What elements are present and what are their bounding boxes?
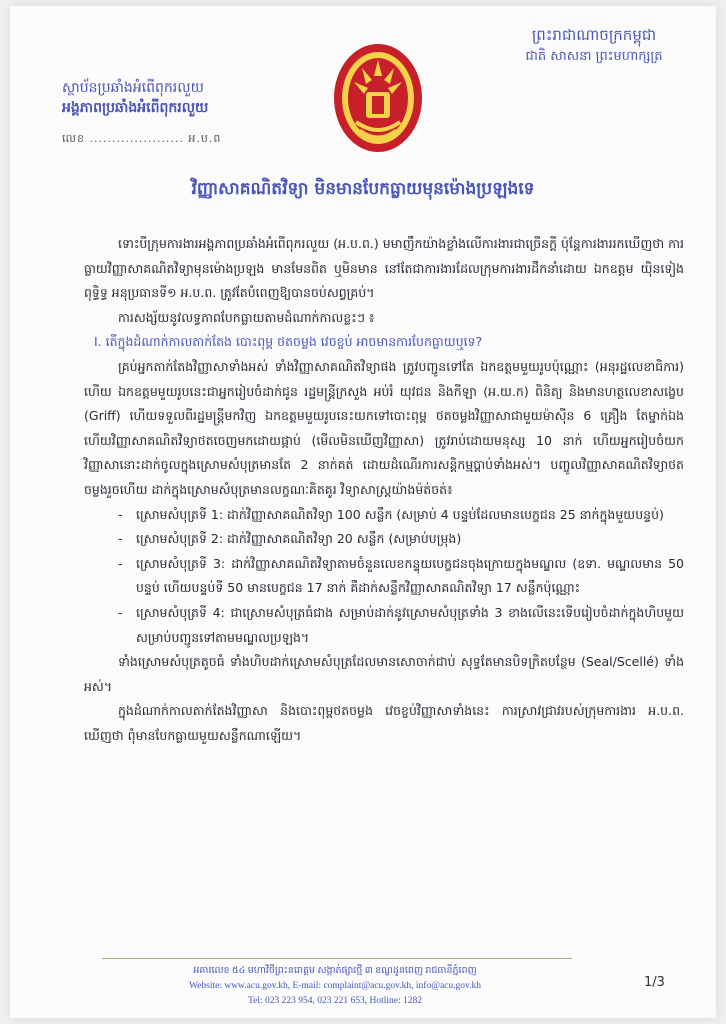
page-number: 1/3 xyxy=(644,975,665,990)
footer-web: Website: www.acu.gov.kh, E-mail: complaint@acu.gov.kh, info@acu.gov.kh xyxy=(188,981,482,991)
footer-divider xyxy=(102,958,572,959)
document-body xyxy=(84,232,684,748)
footer-tel: Tel: 023 223 954, 023 221 653, Hotline: 1282 xyxy=(247,996,423,1006)
list-item: - ស្រោមសំបុត្រទី 4: ជាស្រោមសំបុត្រធំជាង សម្រាប់ដាក់នូវស្រោមសំបុត្រទាំង 3 ខាងលើនេះទើបរៀបចំដាក់ក្នុងហិបមួយ សម្រាប់បញ្ជូនទៅតាមមណ្ឌលប្រឡង។ xyxy=(118,601,684,650)
list-item: - ស្រោមសំបុត្រទី 3: ដាក់វិញ្ញាសាគណិតវិទ្យាតាមចំនួនលេខកន្ទុយបេក្ខជនចុងក្រោយក្នុងមណ្ឌល (ឧទា. មណ្ឌលមាន 50 បន្ទប់ ហើយបន្ទប់ទី 50 មានបេក្ខជន 17 នាក់ គឺដាក់សន្លឹកវិញ្ញាសាគណិតវិទ្យា 17 សន្លឹកប៉ុណ្ណោះ xyxy=(118,552,684,601)
footer xyxy=(100,964,570,1009)
motto-line: ជាតិ សាសនា ព្រះមហាក្សត្រ xyxy=(525,49,663,64)
paragraph-1: ទោះបីក្រុមការងារអង្គភាពប្រឆាំងអំពើពុករលួយ (អ.ប.ព.) មមាញឹកយ៉ាងខ្លាំងលើការងារជាច្រើនក្ដី ប៉ុន្តែការងាររកឃើញថា ការធ្លាយវិញ្ញាសាគណិតវិទ្យាមុនម៉ោងប្រឡង មានមែនពិត ឬមិនមាន នៅតែជាការងារដែលក្រុមការងារដឹកនាំដោយ ឯកឧត្តម យ៉ិនទៀង ពុទ្ធិទ្ធ អនុប្រធានទី១ អ.ប.ព. ត្រូវតែបំពេញឱ្យបានចប់សព្វគ្រប់។ xyxy=(84,236,685,301)
list-item: - ស្រោមសំបុត្រទី 2: ដាក់វិញ្ញាសាគណិតវិទ្យា 20 សន្លឹក (សម្រាប់បម្រុង) xyxy=(118,527,684,552)
footer-address: អគារលេខ ៥៤ មហាវិថីព្រះនរោត្តម សង្កាត់ផ្សារថ្មី ៣ ខណ្ឌដូនពេញ រាជធានីភ្នំពេញ xyxy=(193,966,477,976)
document-title: វិញ្ញាសាគណិតវិទ្យា មិនមានបែកធ្លាយមុនម៉ោងប្រឡងទេ xyxy=(191,179,535,199)
header-right-kingdom xyxy=(494,24,694,68)
envelope-list xyxy=(84,503,684,651)
institution-line-1: ស្ថាប័នប្រឆាំងអំពើពុករលួយ xyxy=(62,80,204,96)
header-left-institution xyxy=(62,78,272,148)
institution-line-2: អង្គភាពប្រឆាំងអំពើពុករលួយ xyxy=(62,100,209,116)
kingdom-line: ព្រះរាជាណាចក្រកម្ពុជា xyxy=(531,26,657,44)
paragraph-2: ការសង្ស័យនូវលទ្ធភាពបែកធ្លាយតាមដំណាក់កាលខ្លះៗ ៖ xyxy=(118,309,375,325)
reference-number: លេខ ..................... អ.ប.ព xyxy=(62,132,222,145)
paragraph-4: ទាំងស្រោមសំបុត្រតូចធំ ទាំងហិបដាក់ស្រោមសំបុត្រដែលមានសោចាក់ជាប់ សុទ្ធតែមានបិទក្រិតបន្ថែម (Seal/Scellé) ទាំងអស់។ xyxy=(84,654,684,694)
paragraph-3: គ្រប់អ្នកតាក់តែងវិញ្ញាសាទាំងអស់ ទាំងវិញ្ញាសាគណិតវិទ្យាផង ត្រូវបញ្ជូនទៅតែ ឯកឧត្តមមួយរូបប៉ុណ្ណោះ (អនុរដ្ឋលេខាធិការ) ហើយ ឯកឧត្តមមួយរូបនេះជាអ្នករៀបចំដាក់ជូន រដ្ឋមន្ត្រីក្រសួង អប់រំ យុវជន និងកីឡា (អ.យ.ក) ពិនិត្យ និងមានហត្ថលេខាសង្ខេប (Griff) ហើយទទួលពីរដ្ឋមន្ត្រីមកវិញ ឯកឧត្តមមួយរូបនេះយកទៅបោះពុម្ព ថតចម្លងវិញ្ញាសាជាមួយម៉ាស៊ីន 6 គ្រឿង តែម្នាក់ឯង ហើយវិញ្ញាសាគណិតវិទ្យាថតចេញមកដោយផ្កាប់ (មើលមិនឃើញវិញ្ញាសា) ត្រូវរាប់ដោយមនុស្ស 10 នាក់ ហើយអ្នករៀបចំយកវិញ្ញាសានោះដាក់ចូលក្នុងស្រោមសំបុត្រមានតែ 2 នាក់គត់ ដោយដំណើរការសន្តិកម្មប្ដាប់ទាំងអស់។ បញ្ចូលវិញ្ញាសាគណិតវិទ្យាថតចម្លងរួចហើយ ដាក់ក្នុងស្រោមសំបុត្រមានលក្ខណៈគិតគូរ វិទ្យាសាស្ត្រយ៉ាងម៉ត់ចត់៖ xyxy=(84,358,684,497)
question-heading: I. តើក្នុងដំណាក់កាលតាក់តែង បោះពុម្ព ថតចម្លង វេចខ្ចប់ អាចមានការបែកធ្លាយឬទេ? xyxy=(94,334,483,350)
list-item: - ស្រោមសំបុត្រទី 1: ដាក់វិញ្ញាសាគណិតវិទ្យា 100 សន្លឹក (សម្រាប់ 4 បន្ទប់ដែលមានបេក្ខជន 25 នាក់ក្នុងមួយបន្ទប់) xyxy=(118,503,684,528)
acu-emblem-icon xyxy=(332,42,424,154)
paragraph-5: ក្នុងដំណាក់កាលតាក់តែងវិញ្ញាសា និងបោះពុម្ពថតចម្លង វេចខ្ចប់វិញ្ញាសាទាំងនេះ ការស្រាវជ្រាវរបស់ក្រុមការងារ អ.ប.ព. ឃើញថា ពុំមានបែកធ្លាយមួយសន្លឹកណាឡើយ។ xyxy=(84,703,684,743)
